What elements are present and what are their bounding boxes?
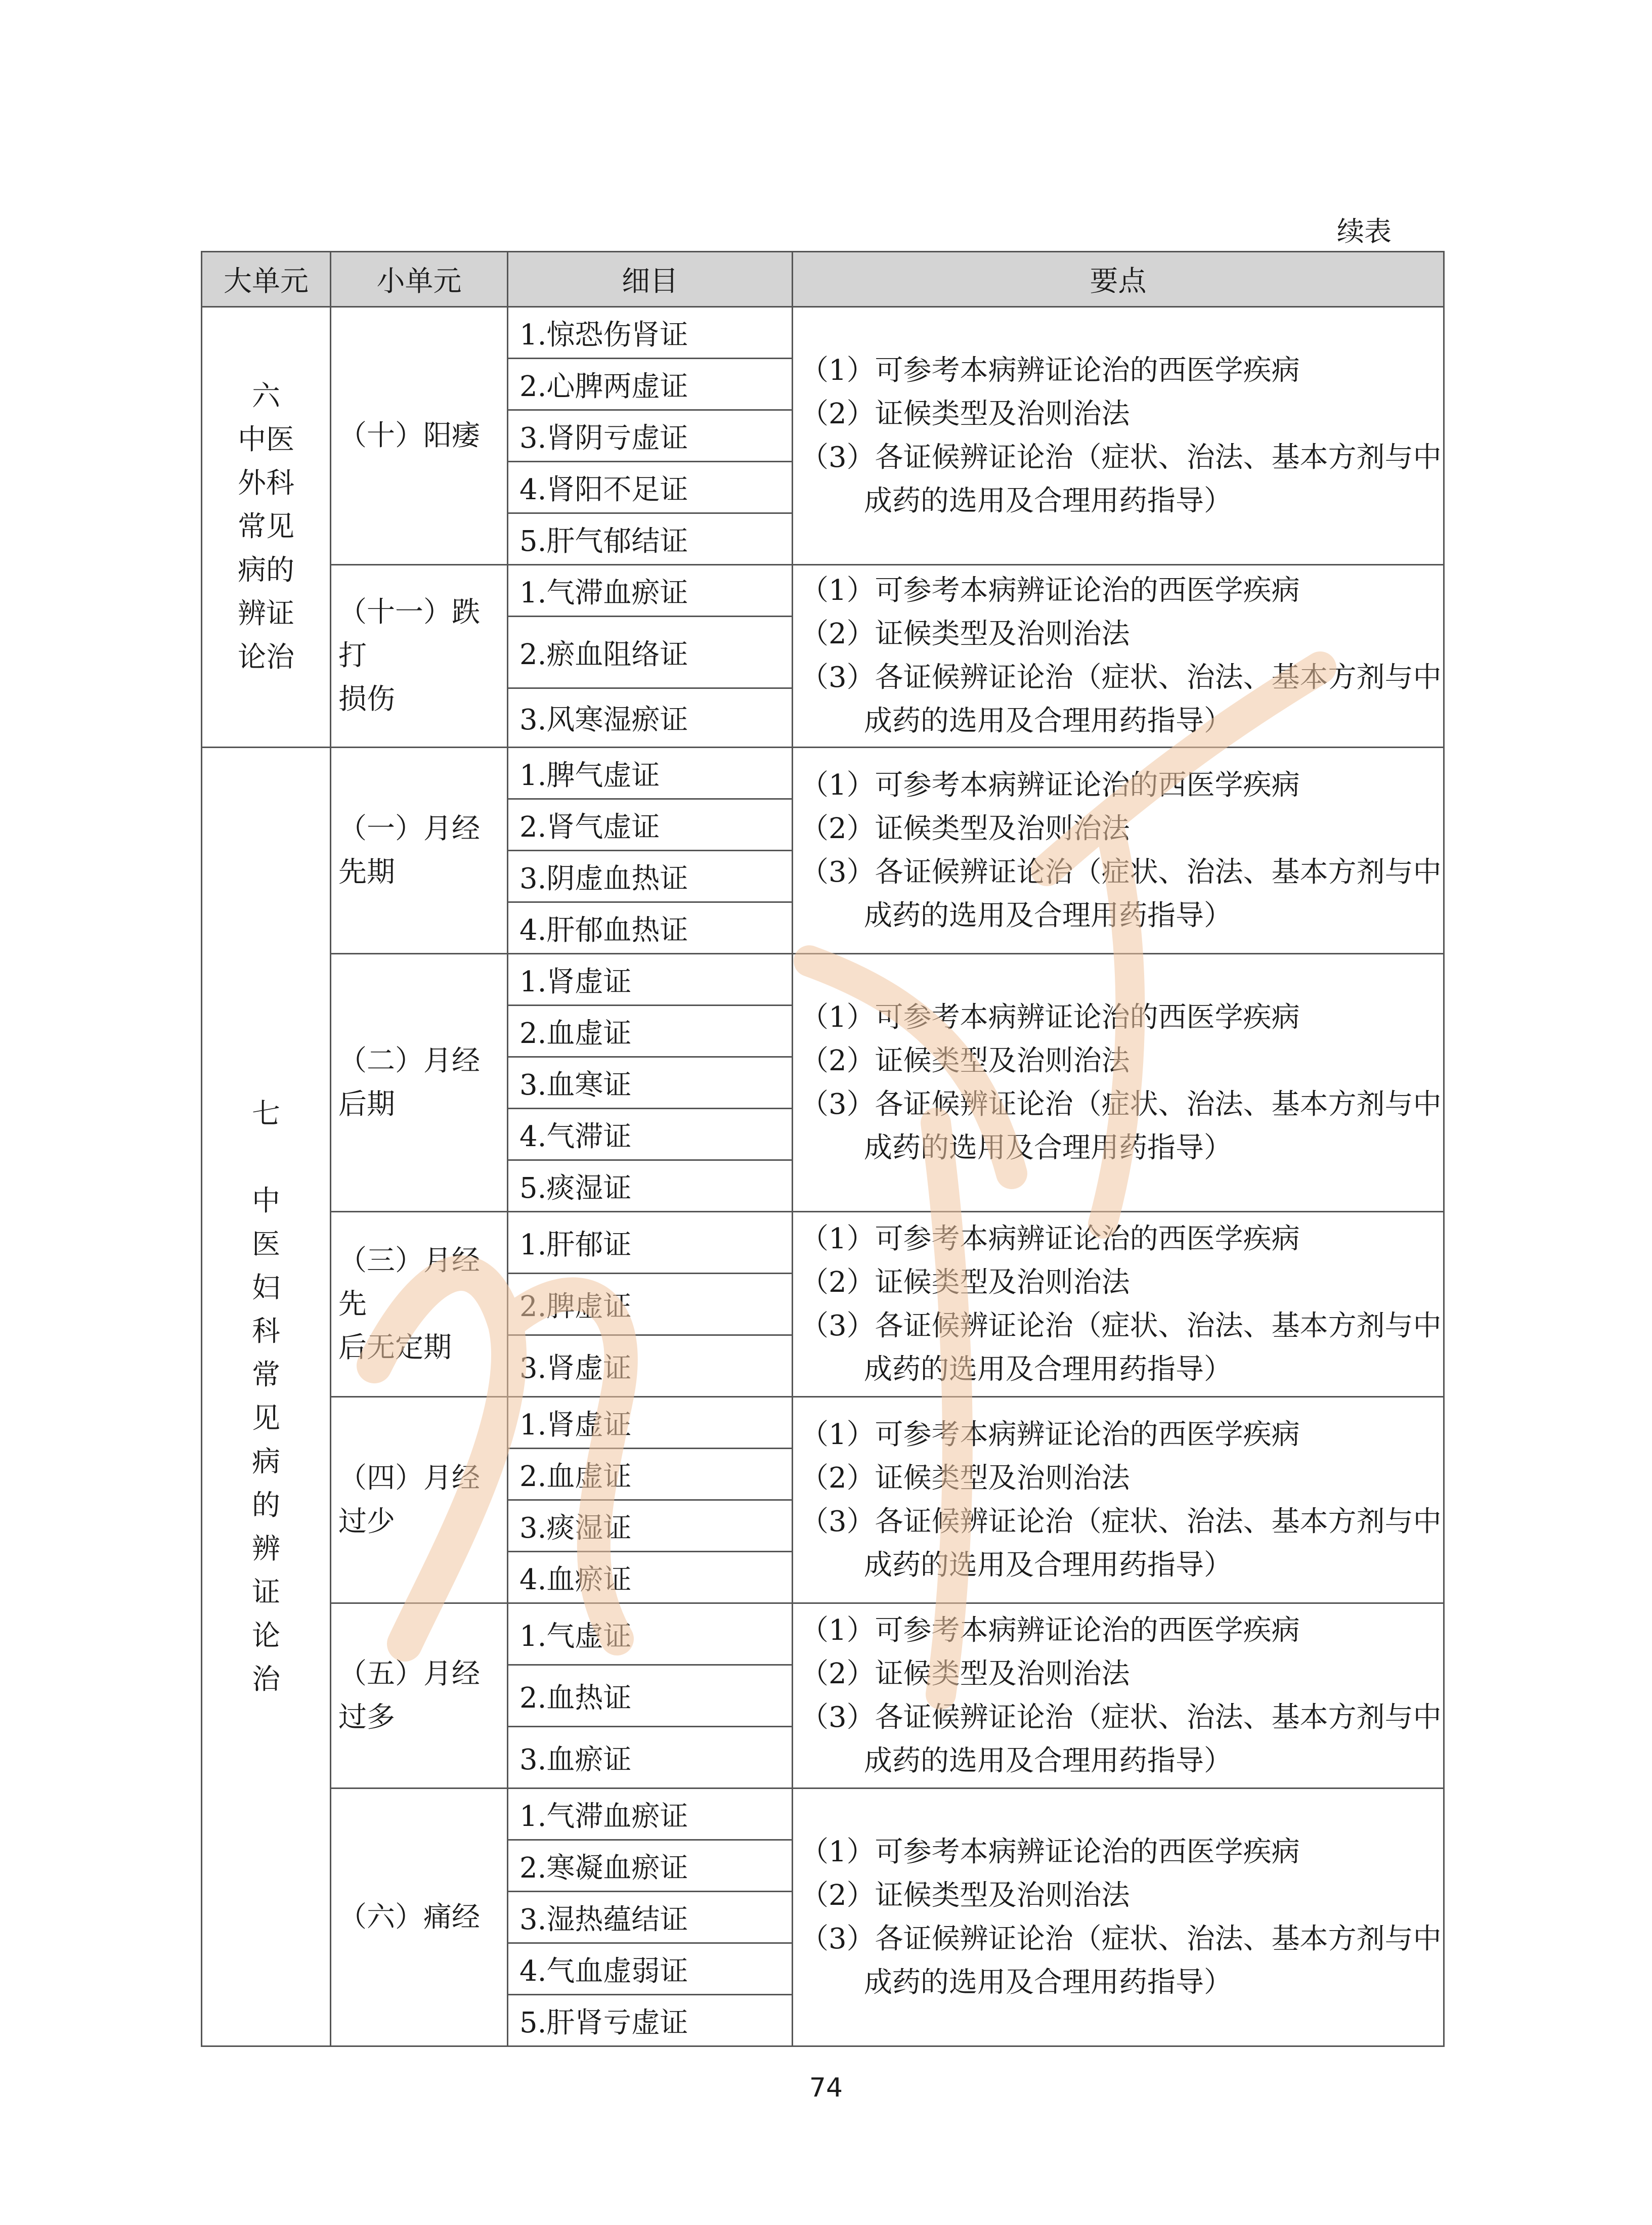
minor-unit-cell — [331, 565, 508, 748]
detail-item: 2.血虚证 — [508, 1006, 793, 1057]
detail-item: 2.肾气虚证 — [508, 799, 793, 851]
table-row — [202, 1212, 1444, 1274]
key-points-cell — [793, 565, 1444, 748]
table-row — [202, 1397, 1444, 1449]
key-point-line: 成药的选用及合理用药指导） — [864, 1744, 1232, 1777]
major-unit-cell — [202, 748, 331, 2046]
detail-item: 4.气血虚弱证 — [508, 1943, 793, 1995]
key-points-cell — [793, 1788, 1444, 2046]
key-point-line: （3）各证候辨证论治（症状、治法、基本方剂与中 — [800, 1309, 1442, 1342]
key-point-line: （1）可参考本病辨证论治的西医学疾病 — [800, 574, 1300, 607]
key-points-cell — [793, 307, 1444, 565]
table-row — [202, 1603, 1444, 1665]
major-unit-line: 证 — [252, 1576, 280, 1609]
minor-unit-line: （二）月经 — [338, 1044, 480, 1077]
header-minor-unit: 小单元 — [331, 252, 508, 307]
detail-item: 2.心脾两虚证 — [508, 359, 793, 410]
table-row — [202, 307, 1444, 359]
syllabus-table — [201, 251, 1445, 2047]
key-points-cell — [793, 1603, 1444, 1788]
major-unit-line: 妇 — [252, 1271, 280, 1304]
key-point-line: （3）各证候辨证论治（症状、治法、基本方剂与中 — [800, 1700, 1442, 1734]
detail-item: 3.肾阴亏虚证 — [508, 410, 793, 462]
minor-unit-line: （六）痛经 — [338, 1900, 480, 1934]
major-unit-line: 辨 — [252, 1532, 280, 1565]
key-point-line: （1）可参考本病辨证论治的西医学疾病 — [800, 1613, 1300, 1647]
minor-unit-cell — [331, 954, 508, 1212]
detail-item: 1.气滞血瘀证 — [508, 565, 793, 617]
detail-item: 5.痰湿证 — [508, 1160, 793, 1212]
key-point-line: （2）证候类型及治则治法 — [800, 812, 1130, 845]
key-point-line: （1）可参考本病辨证论治的西医学疾病 — [800, 768, 1300, 802]
minor-unit-line: （三）月经先 — [338, 1244, 480, 1321]
major-unit-line: 论治 — [238, 641, 294, 674]
page-number: 74 — [809, 2073, 843, 2103]
header-major-unit: 大单元 — [202, 252, 331, 307]
table-row — [202, 748, 1444, 799]
minor-unit-line: 后期 — [338, 1087, 395, 1121]
detail-item: 5.肝肾亏虚证 — [508, 1995, 793, 2046]
detail-item: 1.肝郁证 — [508, 1212, 793, 1274]
key-point-line: （2）证候类型及治则治法 — [800, 397, 1130, 430]
key-points-cell — [793, 1397, 1444, 1603]
major-unit-line: 辨证 — [238, 597, 294, 630]
minor-unit-line: （一）月经 — [338, 812, 480, 845]
detail-item: 4.肾阳不足证 — [508, 462, 793, 513]
detail-item: 5.肝气郁结证 — [508, 513, 793, 565]
minor-unit-line: （十）阳痿 — [338, 419, 480, 452]
detail-item: 2.脾虚证 — [508, 1274, 793, 1335]
major-unit-line: 论 — [252, 1619, 280, 1652]
detail-item: 1.惊恐伤肾证 — [508, 307, 793, 359]
table-row — [202, 1788, 1444, 1840]
major-unit-line — [202, 1136, 330, 1180]
key-point-line: 成药的选用及合理用药指导） — [864, 484, 1232, 517]
minor-unit-line: 后无定期 — [338, 1331, 452, 1364]
major-unit-line: 中医 — [238, 423, 294, 456]
major-unit-line: 病 — [252, 1445, 280, 1478]
table-body — [202, 307, 1444, 2046]
major-unit-line: 中 — [252, 1184, 280, 1217]
key-points-cell — [793, 954, 1444, 1212]
table-row — [202, 565, 1444, 617]
major-unit-line: 治 — [252, 1663, 280, 1696]
key-point-line: （2）证候类型及治则治法 — [800, 1044, 1130, 1077]
key-point-line: （3）各证候辨证论治（症状、治法、基本方剂与中 — [800, 1505, 1442, 1538]
minor-unit-cell — [331, 1212, 508, 1397]
table-header-row — [202, 252, 1444, 307]
major-unit-line: 病的 — [238, 554, 294, 587]
minor-unit-cell — [331, 1603, 508, 1788]
minor-unit-cell — [331, 307, 508, 565]
major-unit-line: 科 — [252, 1315, 280, 1348]
detail-item: 3.血瘀证 — [508, 1727, 793, 1788]
key-point-line: 成药的选用及合理用药指导） — [864, 1353, 1232, 1386]
detail-item: 3.肾虚证 — [508, 1335, 793, 1397]
key-point-line: （1）可参考本病辨证论治的西医学疾病 — [800, 1222, 1300, 1255]
detail-item: 1.肾虚证 — [508, 1397, 793, 1449]
header-key-points: 要点 — [793, 252, 1444, 307]
minor-unit-cell — [331, 1397, 508, 1603]
detail-item: 3.风寒湿瘀证 — [508, 688, 793, 748]
key-point-line: （3）各证候辨证论治（症状、治法、基本方剂与中 — [800, 855, 1442, 889]
key-point-line: 成药的选用及合理用药指导） — [864, 1131, 1232, 1164]
detail-item: 2.寒凝血瘀证 — [508, 1840, 793, 1892]
key-point-line: （3）各证候辨证论治（症状、治法、基本方剂与中 — [800, 661, 1442, 694]
minor-unit-line: 先期 — [338, 855, 395, 889]
key-point-line: （1）可参考本病辨证论治的西医学疾病 — [800, 1418, 1300, 1451]
key-point-line: （3）各证候辨证论治（症状、治法、基本方剂与中 — [800, 1922, 1442, 1955]
major-unit-line: 七 — [252, 1097, 280, 1130]
detail-item: 1.肾虚证 — [508, 954, 793, 1006]
detail-item: 2.瘀血阻络证 — [508, 617, 793, 688]
major-unit-line: 六 — [252, 380, 280, 413]
key-point-line: 成药的选用及合理用药指导） — [864, 899, 1232, 932]
major-unit-line: 常见 — [238, 510, 294, 543]
detail-item: 3.湿热蕴结证 — [508, 1892, 793, 1943]
key-points-cell — [793, 1212, 1444, 1397]
table-row — [202, 954, 1444, 1006]
detail-item: 4.血瘀证 — [508, 1552, 793, 1603]
minor-unit-line: （四）月经 — [338, 1461, 480, 1495]
key-points-cell — [793, 748, 1444, 954]
key-point-line: 成药的选用及合理用药指导） — [864, 1548, 1232, 1582]
major-unit-line: 外科 — [238, 467, 294, 500]
minor-unit-line: 过多 — [338, 1700, 395, 1734]
minor-unit-line: 过少 — [338, 1505, 395, 1538]
detail-item: 1.气虚证 — [508, 1603, 793, 1665]
major-unit-cell — [202, 307, 331, 748]
key-point-line: （2）证候类型及治则治法 — [800, 1879, 1130, 1912]
key-point-line: （2）证候类型及治则治法 — [800, 1657, 1130, 1690]
minor-unit-cell — [331, 748, 508, 954]
key-point-line: （3）各证候辨证论治（症状、治法、基本方剂与中 — [800, 1087, 1442, 1121]
key-point-line: （3）各证候辨证论治（症状、治法、基本方剂与中 — [800, 441, 1442, 474]
major-unit-line: 常 — [252, 1358, 280, 1391]
detail-item: 3.痰湿证 — [508, 1500, 793, 1552]
continued-table-note: 续表 — [1337, 215, 1392, 247]
key-point-line: （1）可参考本病辨证论治的西医学疾病 — [800, 1835, 1300, 1868]
detail-item: 1.脾气虚证 — [508, 748, 793, 799]
detail-item: 1.气滞血瘀证 — [508, 1788, 793, 1840]
key-point-line: 成药的选用及合理用药指导） — [864, 705, 1232, 737]
key-point-line: 成药的选用及合理用药指导） — [864, 1966, 1232, 1999]
key-point-line: （2）证候类型及治则治法 — [800, 1461, 1130, 1495]
detail-item: 3.血寒证 — [508, 1057, 793, 1109]
detail-item: 3.阴虚血热证 — [508, 851, 793, 902]
major-unit-line: 见 — [252, 1402, 280, 1435]
major-unit-line: 医 — [252, 1228, 280, 1261]
key-point-line: （1）可参考本病辨证论治的西医学疾病 — [800, 1000, 1300, 1034]
detail-item: 2.血虚证 — [508, 1449, 793, 1500]
key-point-line: （1）可参考本病辨证论治的西医学疾病 — [800, 354, 1300, 387]
header-detail: 细目 — [508, 252, 793, 307]
minor-unit-line: （十一）跌打 — [338, 596, 480, 672]
major-unit-line: 的 — [252, 1489, 280, 1522]
key-point-line: （2）证候类型及治则治法 — [800, 1266, 1130, 1299]
detail-item: 2.血热证 — [508, 1665, 793, 1727]
minor-unit-line: 损伤 — [338, 683, 395, 716]
detail-item: 4.气滞证 — [508, 1109, 793, 1160]
minor-unit-cell — [331, 1788, 508, 2046]
detail-item: 4.肝郁血热证 — [508, 902, 793, 954]
key-point-line: （2）证候类型及治则治法 — [800, 618, 1130, 650]
minor-unit-line: （五）月经 — [338, 1657, 480, 1690]
